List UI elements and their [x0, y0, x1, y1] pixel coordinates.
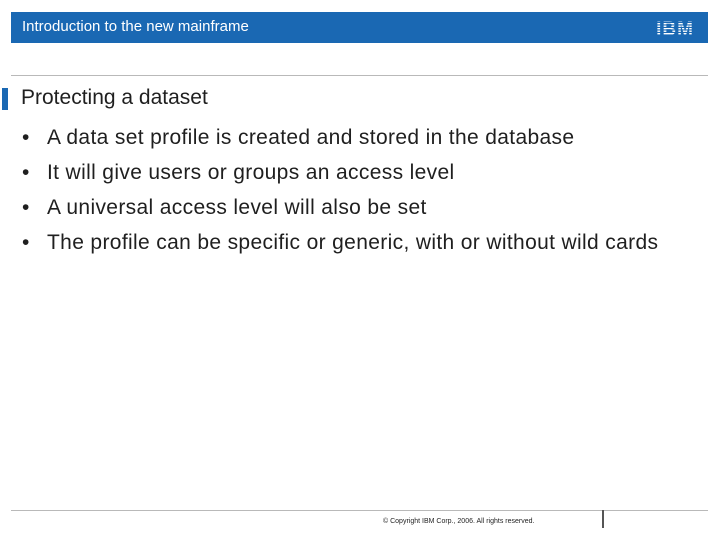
bullet-text: A universal access level will also be set	[47, 196, 427, 219]
svg-text:IBM: IBM	[656, 19, 694, 38]
bullet-text: A data set profile is created and stored in the database	[47, 126, 575, 149]
bullet-item	[22, 194, 702, 221]
bullet-item	[22, 159, 702, 186]
bullet-text: The profile can be specific or generic, with or without wild cards	[47, 231, 659, 254]
bullet-item	[22, 229, 702, 256]
presentation-title: Introduction to the new mainframe	[22, 18, 249, 35]
bullet-icon: •	[22, 126, 30, 149]
copyright-notice: © Copyright IBM Corp., 2006. All rights reserved.	[383, 518, 535, 525]
bullet-icon: •	[22, 161, 30, 184]
title-divider	[11, 75, 708, 76]
ibm-logo	[652, 18, 698, 38]
footer-marker	[602, 510, 604, 528]
title-accent-marker	[2, 88, 8, 110]
bullet-text: It will give users or groups an access level	[47, 161, 455, 184]
bullet-list	[22, 124, 702, 264]
bullet-item	[22, 124, 702, 151]
slide-title: Protecting a dataset	[21, 86, 208, 109]
bullet-icon: •	[22, 196, 30, 219]
bullet-icon: •	[22, 231, 30, 254]
header-bar	[11, 12, 708, 43]
